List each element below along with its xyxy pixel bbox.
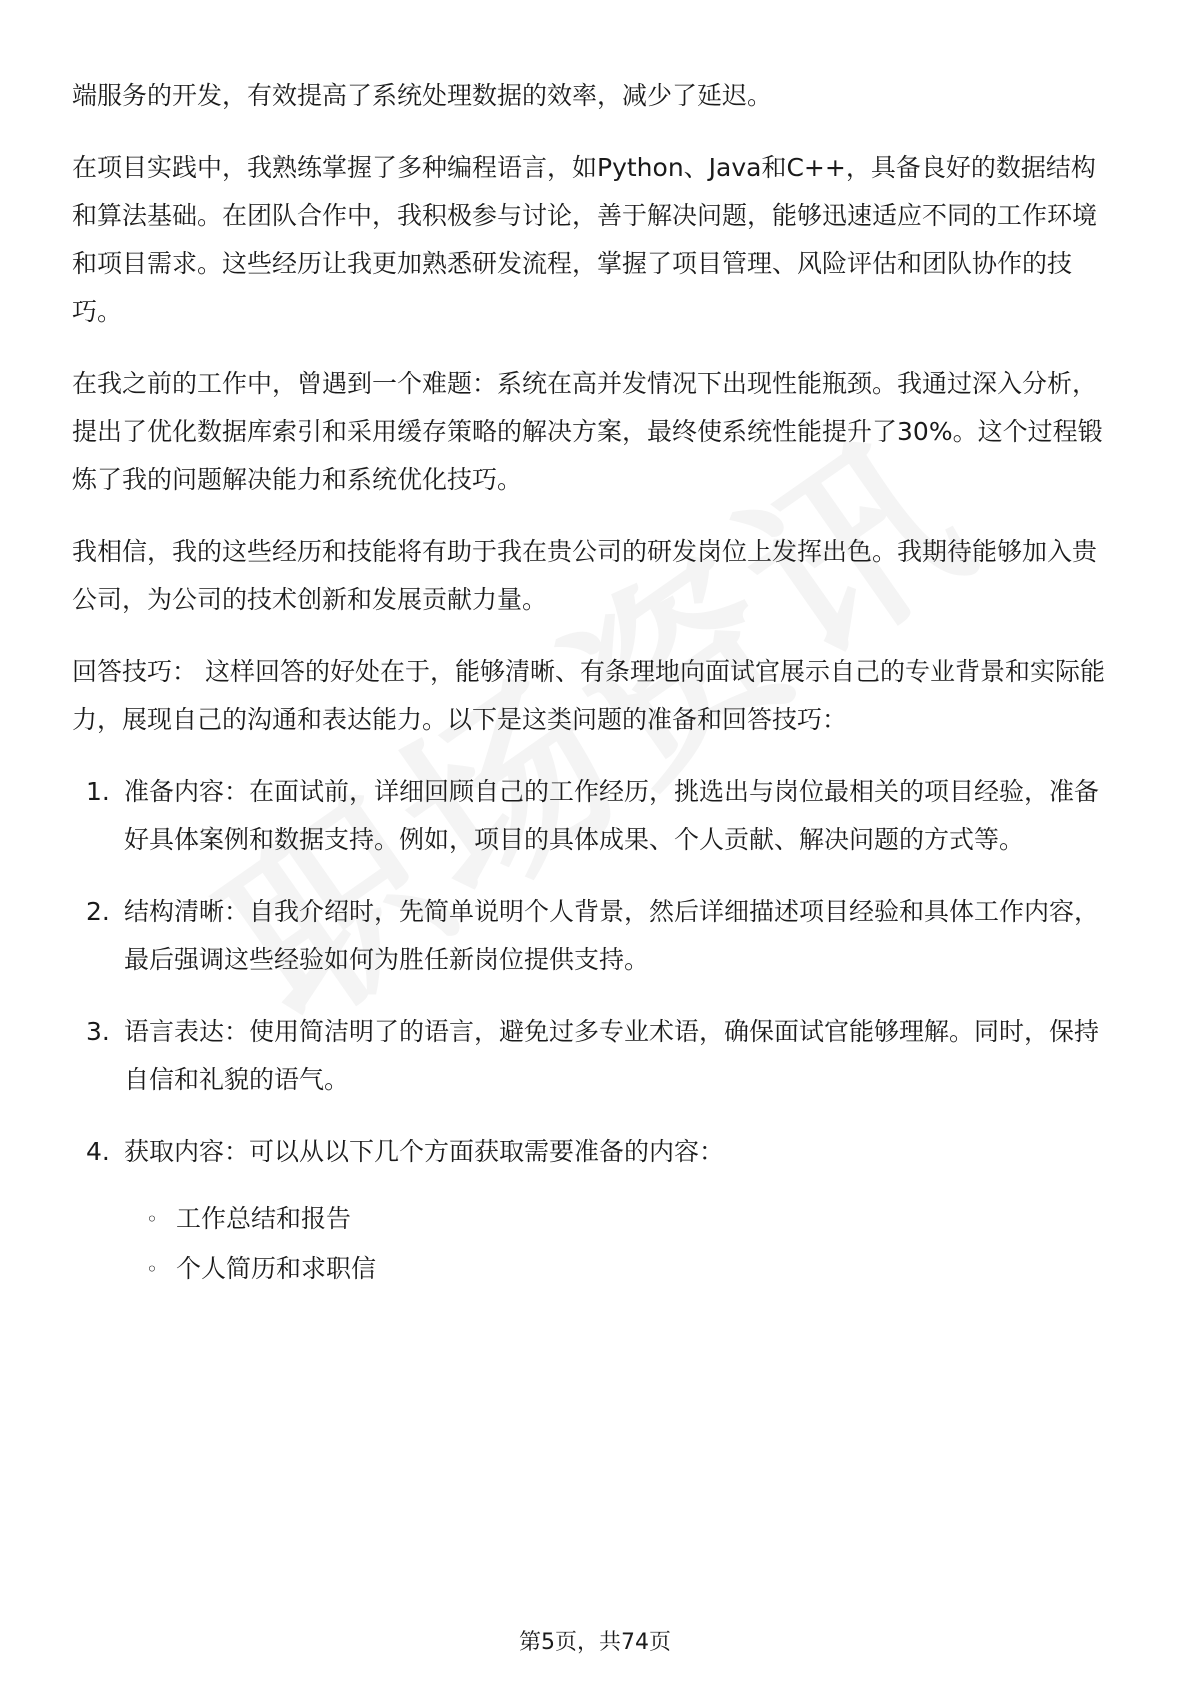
sub-list-item: [72, 1194, 1118, 1244]
list-item: [72, 768, 1118, 864]
paragraph-continuation: 端服务的开发，有效提高了系统处理数据的效率，减少了延迟。: [72, 81, 773, 110]
list-text: 准备内容：在面试前，详细回顾自己的工作经历，挑选出与岗位最相关的项目经验，准备好具体案例和数据支持。例如，项目的具体成果、个人贡献、解决问题的方式等。: [124, 777, 1100, 854]
list-item: [72, 1128, 1118, 1294]
list-text: 语言表达：使用简洁明了的语言，避免过多专业术语，确保面试官能够理解。同时，保持自信和礼貌的语气。: [124, 1017, 1100, 1094]
list-text: 获取内容：可以从以下几个方面获取需要准备的内容：: [124, 1137, 725, 1166]
list-number: 3.: [86, 1017, 110, 1046]
list-text: 结构清晰：自我介绍时，先简单说明个人背景，然后详细描述项目经验和具体工作内容，最后强调这些经验如何为胜任新岗位提供支持。: [124, 897, 1100, 974]
paragraph-skills: 在项目实践中，我熟练掌握了多种编程语言，如Python、Java和C++，具备良好的数据结构和算法基础。在团队合作中，我积极参与讨论，善于解决问题，能够迅速适应不同的工作环境和项目需求。这些经历让我更加熟悉研发流程，掌握了项目管理、风险评估和团队协作的技巧。: [72, 153, 1098, 326]
list-item: [72, 1008, 1118, 1104]
list-number: 2.: [86, 897, 110, 926]
paragraph-tips-intro: 回答技巧： 这样回答的好处在于，能够清晰、有条理地向面试官展示自己的专业背景和实际能力，展现自己的沟通和表达能力。以下是这类问题的准备和回答技巧：: [72, 657, 1105, 734]
sub-list: [72, 1194, 1118, 1294]
hollow-bullet-icon: ◦: [146, 1207, 158, 1231]
sub-list-item: [72, 1244, 1118, 1294]
tips-list: [72, 768, 1118, 1294]
sub-list-text: 个人简历和求职信: [176, 1254, 377, 1283]
sub-list-text: 工作总结和报告: [176, 1204, 352, 1233]
paragraph-conclusion: 我相信，我的这些经历和技能将有助于我在贵公司的研发岗位上发挥出色。我期待能够加入贵公司，为公司的技术创新和发展贡献力量。: [72, 537, 1098, 614]
paragraph-challenge: 在我之前的工作中，曾遇到一个难题：系统在高并发情况下出现性能瓶颈。我通过深入分析，提出了优化数据库索引和采用缓存策略的解决方案，最终使系统性能提升了30%。这个过程锻炼了我的问题解决能力和系统优化技巧。: [72, 369, 1103, 494]
document-body: [72, 72, 1118, 1294]
page-footer: 第5页，共74页: [519, 1630, 671, 1655]
hollow-bullet-icon: ◦: [146, 1257, 158, 1281]
list-number: 4.: [86, 1137, 110, 1166]
list-number: 1.: [86, 777, 110, 806]
list-item: [72, 888, 1118, 984]
